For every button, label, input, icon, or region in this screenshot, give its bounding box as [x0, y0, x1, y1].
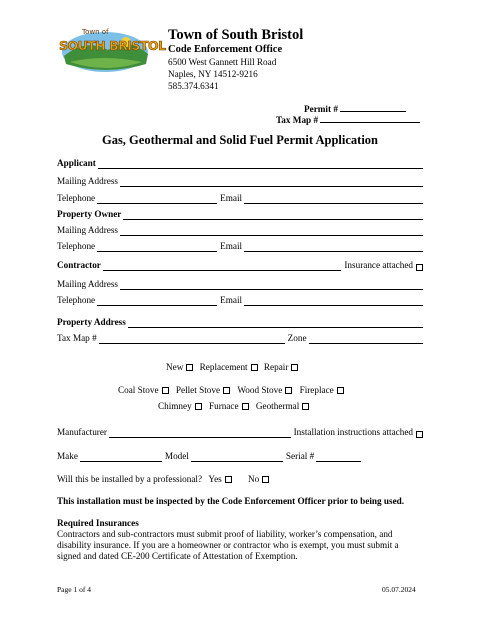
professional-no-option[interactable]: No [248, 474, 269, 484]
appliance-coal-stove[interactable]: Coal Stove [118, 385, 169, 395]
insurances-text-line-1: Contractors and sub-contractors must submit proof of liability, worker’s compensation, and [57, 529, 393, 539]
contractor-mailing-field[interactable] [57, 279, 423, 290]
appliance-chimney[interactable]: Chimney [158, 401, 202, 411]
appliance-options-row-2 [158, 401, 309, 412]
pellet-stove-checkbox[interactable] [223, 387, 230, 394]
owner-mailing-field[interactable] [57, 225, 423, 236]
furnace-checkbox[interactable] [242, 403, 249, 410]
appliance-pellet-stove[interactable]: Pellet Stove [176, 385, 230, 395]
applicant-line [98, 160, 423, 169]
contractor-field[interactable] [57, 260, 423, 271]
contractor-label: Contractor [57, 260, 101, 270]
contractor-email-label: Email [220, 295, 243, 305]
contractor-mailing-label: Mailing Address [57, 279, 118, 289]
logo-text: SOUTH BRISTOL [59, 38, 166, 53]
chimney-checkbox[interactable] [195, 403, 202, 410]
owner-field[interactable] [57, 209, 423, 220]
logo-top-text: Town of [82, 28, 109, 36]
appliance-geothermal[interactable]: Geothermal [256, 401, 309, 411]
owner-label: Property Owner [57, 209, 122, 219]
work-type-repair[interactable]: Repair [264, 362, 299, 372]
appliance-furnace[interactable]: Furnace [209, 401, 249, 411]
serial-label: Serial # [285, 451, 315, 461]
work-type-new[interactable]: New [166, 362, 193, 372]
wood-stove-checkbox[interactable] [285, 387, 292, 394]
owner-contact-field[interactable] [57, 241, 423, 252]
owner-email-label: Email [220, 241, 243, 251]
work-type-replacement[interactable]: Replacement [200, 362, 258, 372]
instructions-attached-checkbox[interactable] [416, 431, 423, 438]
applicant-telephone-line [97, 195, 217, 204]
contractor-email-line [244, 297, 423, 306]
permit-label: Permit # [304, 104, 338, 114]
professional-yes-option[interactable]: Yes [208, 474, 231, 484]
replacement-checkbox[interactable] [251, 364, 258, 371]
tax-map-top-field[interactable] [276, 114, 420, 126]
serial-line [316, 453, 361, 462]
property-address-label: Property Address [57, 317, 126, 327]
model-label: Model [164, 451, 189, 461]
contractor-line [103, 262, 341, 271]
applicant-contact-field[interactable] [57, 193, 423, 204]
property-tax-map-label: Tax Map # [57, 333, 97, 343]
owner-line [123, 211, 423, 220]
tax-map-top-line [320, 114, 420, 123]
property-address-line [128, 319, 423, 328]
professional-no-checkbox[interactable] [262, 476, 269, 483]
phone: 585.374.6341 [168, 81, 219, 91]
insurance-attached-label: Insurance attached [344, 260, 413, 270]
model-line [191, 453, 283, 462]
permit-line [340, 103, 406, 112]
insurances-text-line-3: signed and dated CE-200 Certificate of Attestation of Exemption. [57, 551, 298, 561]
geothermal-checkbox[interactable] [302, 403, 309, 410]
property-taxmap-zone-field[interactable] [57, 333, 423, 344]
property-tax-map-line [99, 335, 285, 344]
zone-label: Zone [287, 333, 307, 343]
contractor-contact-field[interactable] [57, 295, 423, 306]
applicant-telephone-label: Telephone [57, 193, 96, 203]
owner-mailing-line [120, 227, 423, 236]
revision-date: 05.07.2024 [382, 585, 416, 594]
applicant-field[interactable] [57, 158, 423, 169]
make-line [80, 453, 162, 462]
coal-stove-checkbox[interactable] [162, 387, 169, 394]
contractor-telephone-line [97, 297, 217, 306]
make-label: Make [57, 451, 78, 461]
applicant-label: Applicant [57, 158, 96, 168]
applicant-mailing-field[interactable] [57, 176, 423, 187]
appliance-fireplace[interactable]: Fireplace [300, 385, 344, 395]
insurance-attached-checkbox[interactable] [416, 264, 423, 271]
insurances-text-line-2: disability insurance. If you are a homeowner or contractor who is exempt, you must submit a [57, 540, 399, 550]
contractor-telephone-label: Telephone [57, 295, 96, 305]
new-checkbox[interactable] [186, 364, 193, 371]
inspection-note: This installation must be inspected by the Code Enforcement Officer prior to being used. [57, 496, 405, 506]
owner-mailing-label: Mailing Address [57, 225, 118, 235]
office-name: Code Enforcement Office [168, 44, 283, 55]
contractor-mailing-line [120, 281, 423, 290]
zone-line [309, 335, 423, 344]
applicant-email-line [244, 195, 423, 204]
tax-map-top-label: Tax Map # [276, 115, 319, 125]
owner-email-line [244, 243, 423, 252]
applicant-mailing-line [120, 178, 423, 187]
form-title: Gas, Geothermal and Solid Fuel Permit Application [101, 133, 379, 147]
town-name: Town of South Bristol [168, 27, 304, 43]
work-type-options [166, 362, 298, 373]
manufacturer-label: Manufacturer [57, 427, 107, 437]
insurances-heading: Required Insurances [57, 518, 139, 528]
professional-yes-checkbox[interactable] [225, 476, 232, 483]
fireplace-checkbox[interactable] [337, 387, 344, 394]
address-line-1: 6500 West Gannett Hill Road [168, 57, 277, 67]
manufacturer-line [109, 429, 291, 438]
applicant-email-label: Email [220, 193, 243, 203]
professional-question [57, 474, 269, 485]
property-address-field[interactable] [57, 317, 423, 328]
appliance-options-row-1 [118, 385, 344, 396]
instructions-attached-label: Installation instructions attached [293, 427, 413, 437]
professional-question-text: Will this be installed by a professional? [57, 474, 203, 484]
page-number: Page 1 of 4 [57, 585, 91, 594]
town-logo [56, 26, 166, 74]
repair-checkbox[interactable] [291, 364, 298, 371]
manufacturer-field[interactable] [57, 427, 423, 438]
owner-telephone-label: Telephone [57, 241, 96, 251]
address-line-2: Naples, NY 14512-9216 [168, 69, 258, 79]
appliance-wood-stove[interactable]: Wood Stove [237, 385, 292, 395]
make-model-serial-field[interactable] [57, 451, 361, 462]
owner-telephone-line [97, 243, 217, 252]
applicant-mailing-label: Mailing Address [57, 176, 118, 186]
